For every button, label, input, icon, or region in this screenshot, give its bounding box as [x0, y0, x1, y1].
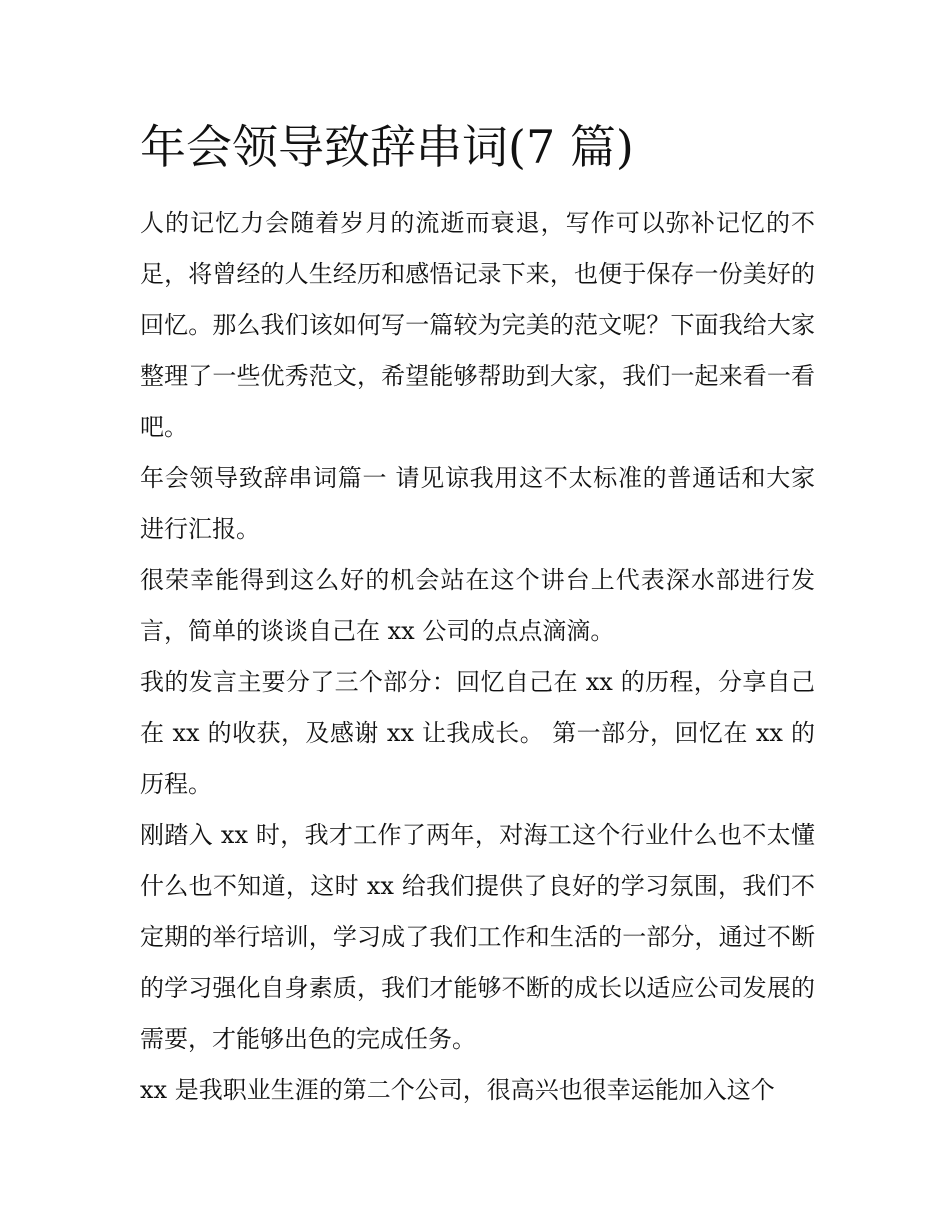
paragraph-intro: 人的记忆力会随着岁月的流逝而衰退，写作可以弥补记忆的不足，将曾经的人生经历和感悟记录下来，也便于保存一份美好的回忆。那么我们该如何写一篇较为完美的范文呢？下面我给大家整理了一些优秀范文，希望能够帮助到大家，我们一起来看一看吧。: [140, 209, 815, 441]
paragraph-honor: 很荣幸能得到这么好的机会站在这个讲台上代表深水部进行发言，简单的谈谈自己在 xx 公司的点点滴滴。: [140, 566, 815, 645]
document-body: [140, 112, 815, 1116]
paragraph-section-one-opening: 年会领导致辞串词篇一 请见谅我用这不太标准的普通话和大家进行汇报。: [140, 464, 815, 543]
paragraph-early-experience: 刚踏入 xx 时，我才工作了两年，对海工这个行业什么也不太懂什么也不知道，这时 xx 给我们提供了良好的学习氛围，我们不定期的举行培训，学习成了我们工作和生活的一部分，通过不断的学习强化自身素质，我们才能够不断的成长以适应公司发展的需要，才能够出色的完成任务。: [140, 821, 815, 1053]
paragraph-career-company: xx 是我职业生涯的第二个公司，很高兴也很幸运能加入这个: [140, 1076, 775, 1104]
document-title: 年会领导致辞串词(7 篇): [140, 120, 634, 174]
paragraph-speech-outline: 我的发言主要分了三个部分：回忆自己在 xx 的历程，分享自己在 xx 的收获，及感谢 xx 让我成长。 第一部分，回忆在 xx 的历程。: [140, 668, 815, 798]
